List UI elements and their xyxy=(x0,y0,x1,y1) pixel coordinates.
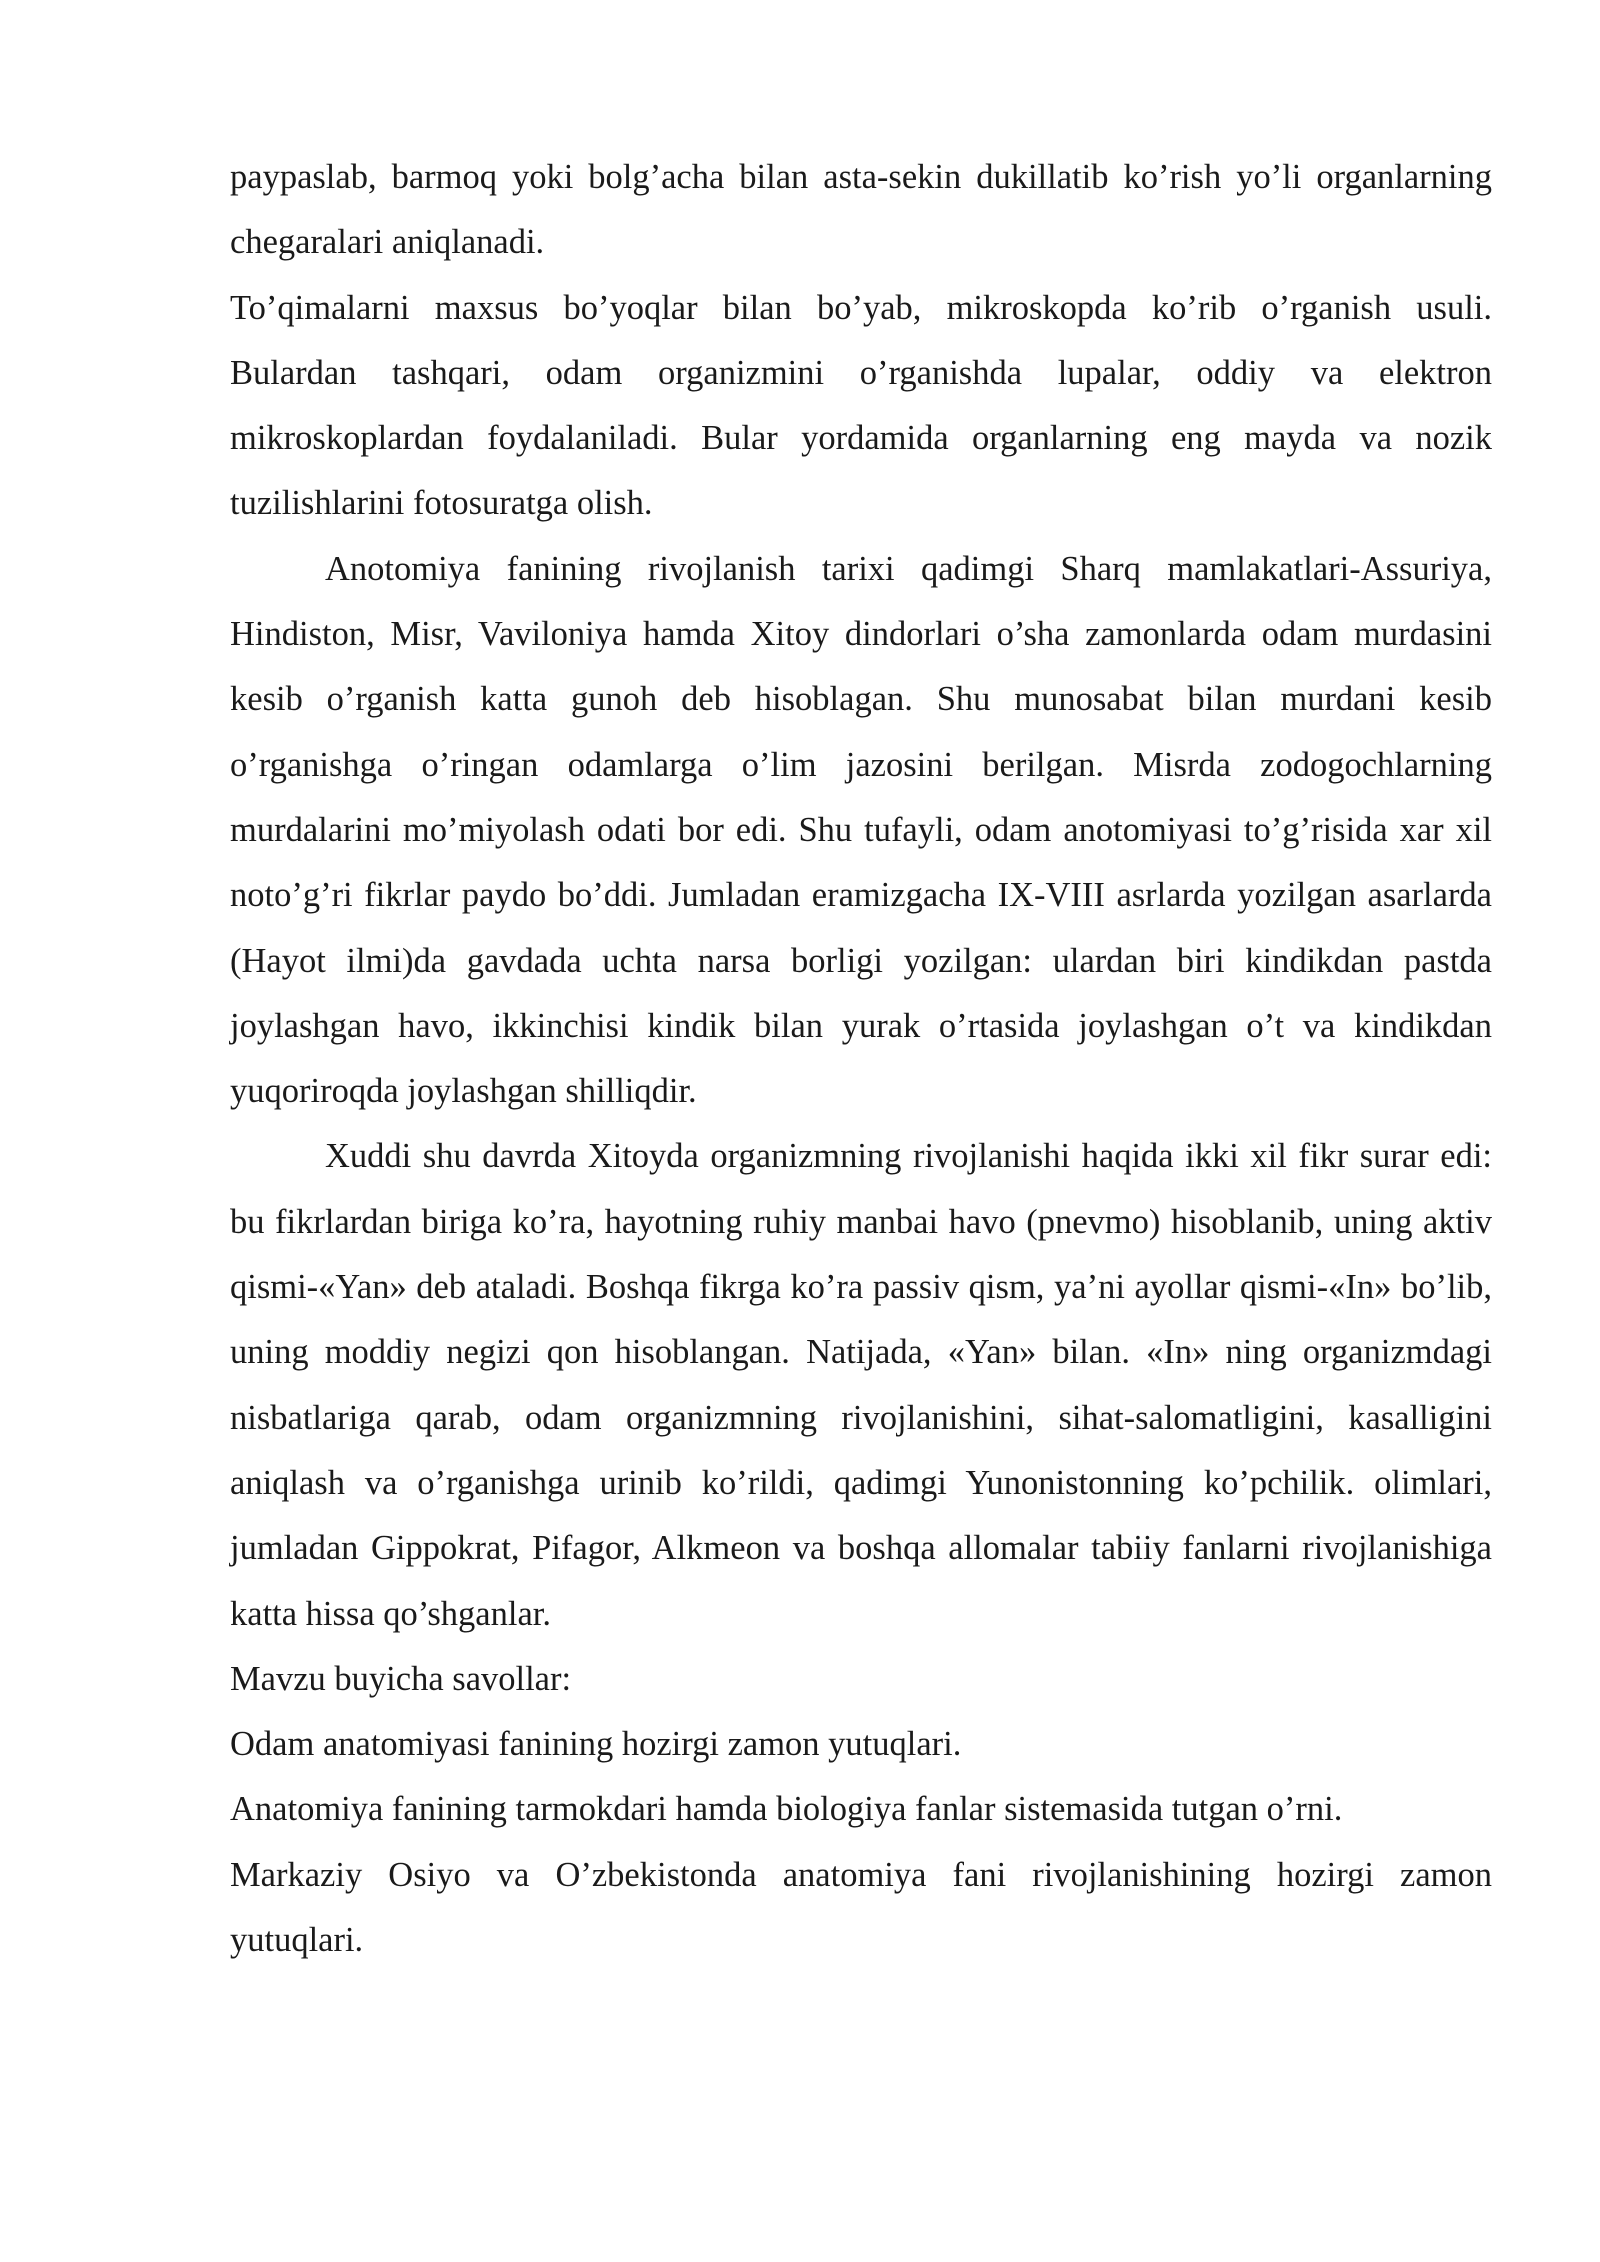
paragraph-1: paypaslab, barmoq yoki bolg’acha bilan asta-sekin dukillatib ko’rish yo’li organlarning chegaralari aniqlanadi. xyxy=(230,158,1492,262)
paragraph-2: To’qimalarni maxsus bo’yoqlar bilan bo’yab, mikroskopda ko’rib o’rganish usuli. Bulardan tashqari, odam organizmini o’rganishda lupalar, oddiy va elektron mikroskoplardan foydalaniladi. Bular yordamida organlarning eng mayda va nozik tuzilishlarini fotosuratga olish. xyxy=(230,288,1492,523)
question-1: Odam anatomiyasi fanining hozirgi zamon yutuqlari. xyxy=(230,1725,962,1764)
questions-heading: Mavzu buyicha savollar: xyxy=(230,1659,572,1698)
document-body xyxy=(230,145,1492,1973)
question-2: Anatomiya fanining tarmokdari hamda biologiya fanlar sistemasida tutgan o’rni. xyxy=(230,1790,1343,1829)
paragraph-3: Anotomiya fanining rivojlanish tarixi qadimgi Sharq mamlakatlari-Assuriya, Hindiston, Misr, Vaviloniya hamda Xitoy dindorlari o’sha zamonlarda odam murdasini kesib o’rganish katta gunoh deb hisoblagan. Shu munosabat bilan murdani kesib o’rganishga o’ringan odamlarga o’lim jazosini berilgan. Misrda zodogochlarning murdalarini mo’miyolash odati bor edi. Shu tufayli, odam anotomiyasi to’g’risida xar xil noto’g’ri fikrlar paydo bo’ddi. Jumladan eramizgacha IX-VIII asrlarda yozilgan asarlarda (Hayot ilmi)da gavdada uchta narsa borligi yozilgan: ulardan biri kindikdan pastda joylashgan havo, ikkinchisi kindik bilan yurak o’rtasida joylashgan o’t va kindikdan yuqoriroqda joylashgan shilliqdir. xyxy=(230,549,1492,1111)
question-3: Markaziy Osiyo va O’zbekistonda anatomiya fani rivojlanishining hozirgi zamon yutuqlari. xyxy=(230,1855,1492,1960)
paragraph-4: Xuddi shu davrda Xitoyda organizmning rivojlanishi haqida ikki xil fikr surar edi: bu fikrlardan biriga ko’ra, hayotning ruhiy manbai havo (pnevmo) hisoblanib, uning aktiv qismi-«Yan» deb ataladi. Boshqa fikrga ko’ra passiv qism, ya’ni ayollar qismi-«In» bo’lib, uning moddiy negizi qon hisoblangan. Natijada, «Yan» bilan. «In» ning organizmdagi nisbatlariga qarab, odam organizmning rivojlanishini, sihat-salomatligini, kasalligini aniqlash va o’rganishga urinib ko’rildi, qadimgi Yunonistonning ko’pchilik. olimlari, jumladan Gippokrat, Pifagor, Alkmeon va boshqa allomalar tabiiy fanlarni rivojlanishiga katta hissa qo’shganlar. xyxy=(230,1137,1492,1633)
